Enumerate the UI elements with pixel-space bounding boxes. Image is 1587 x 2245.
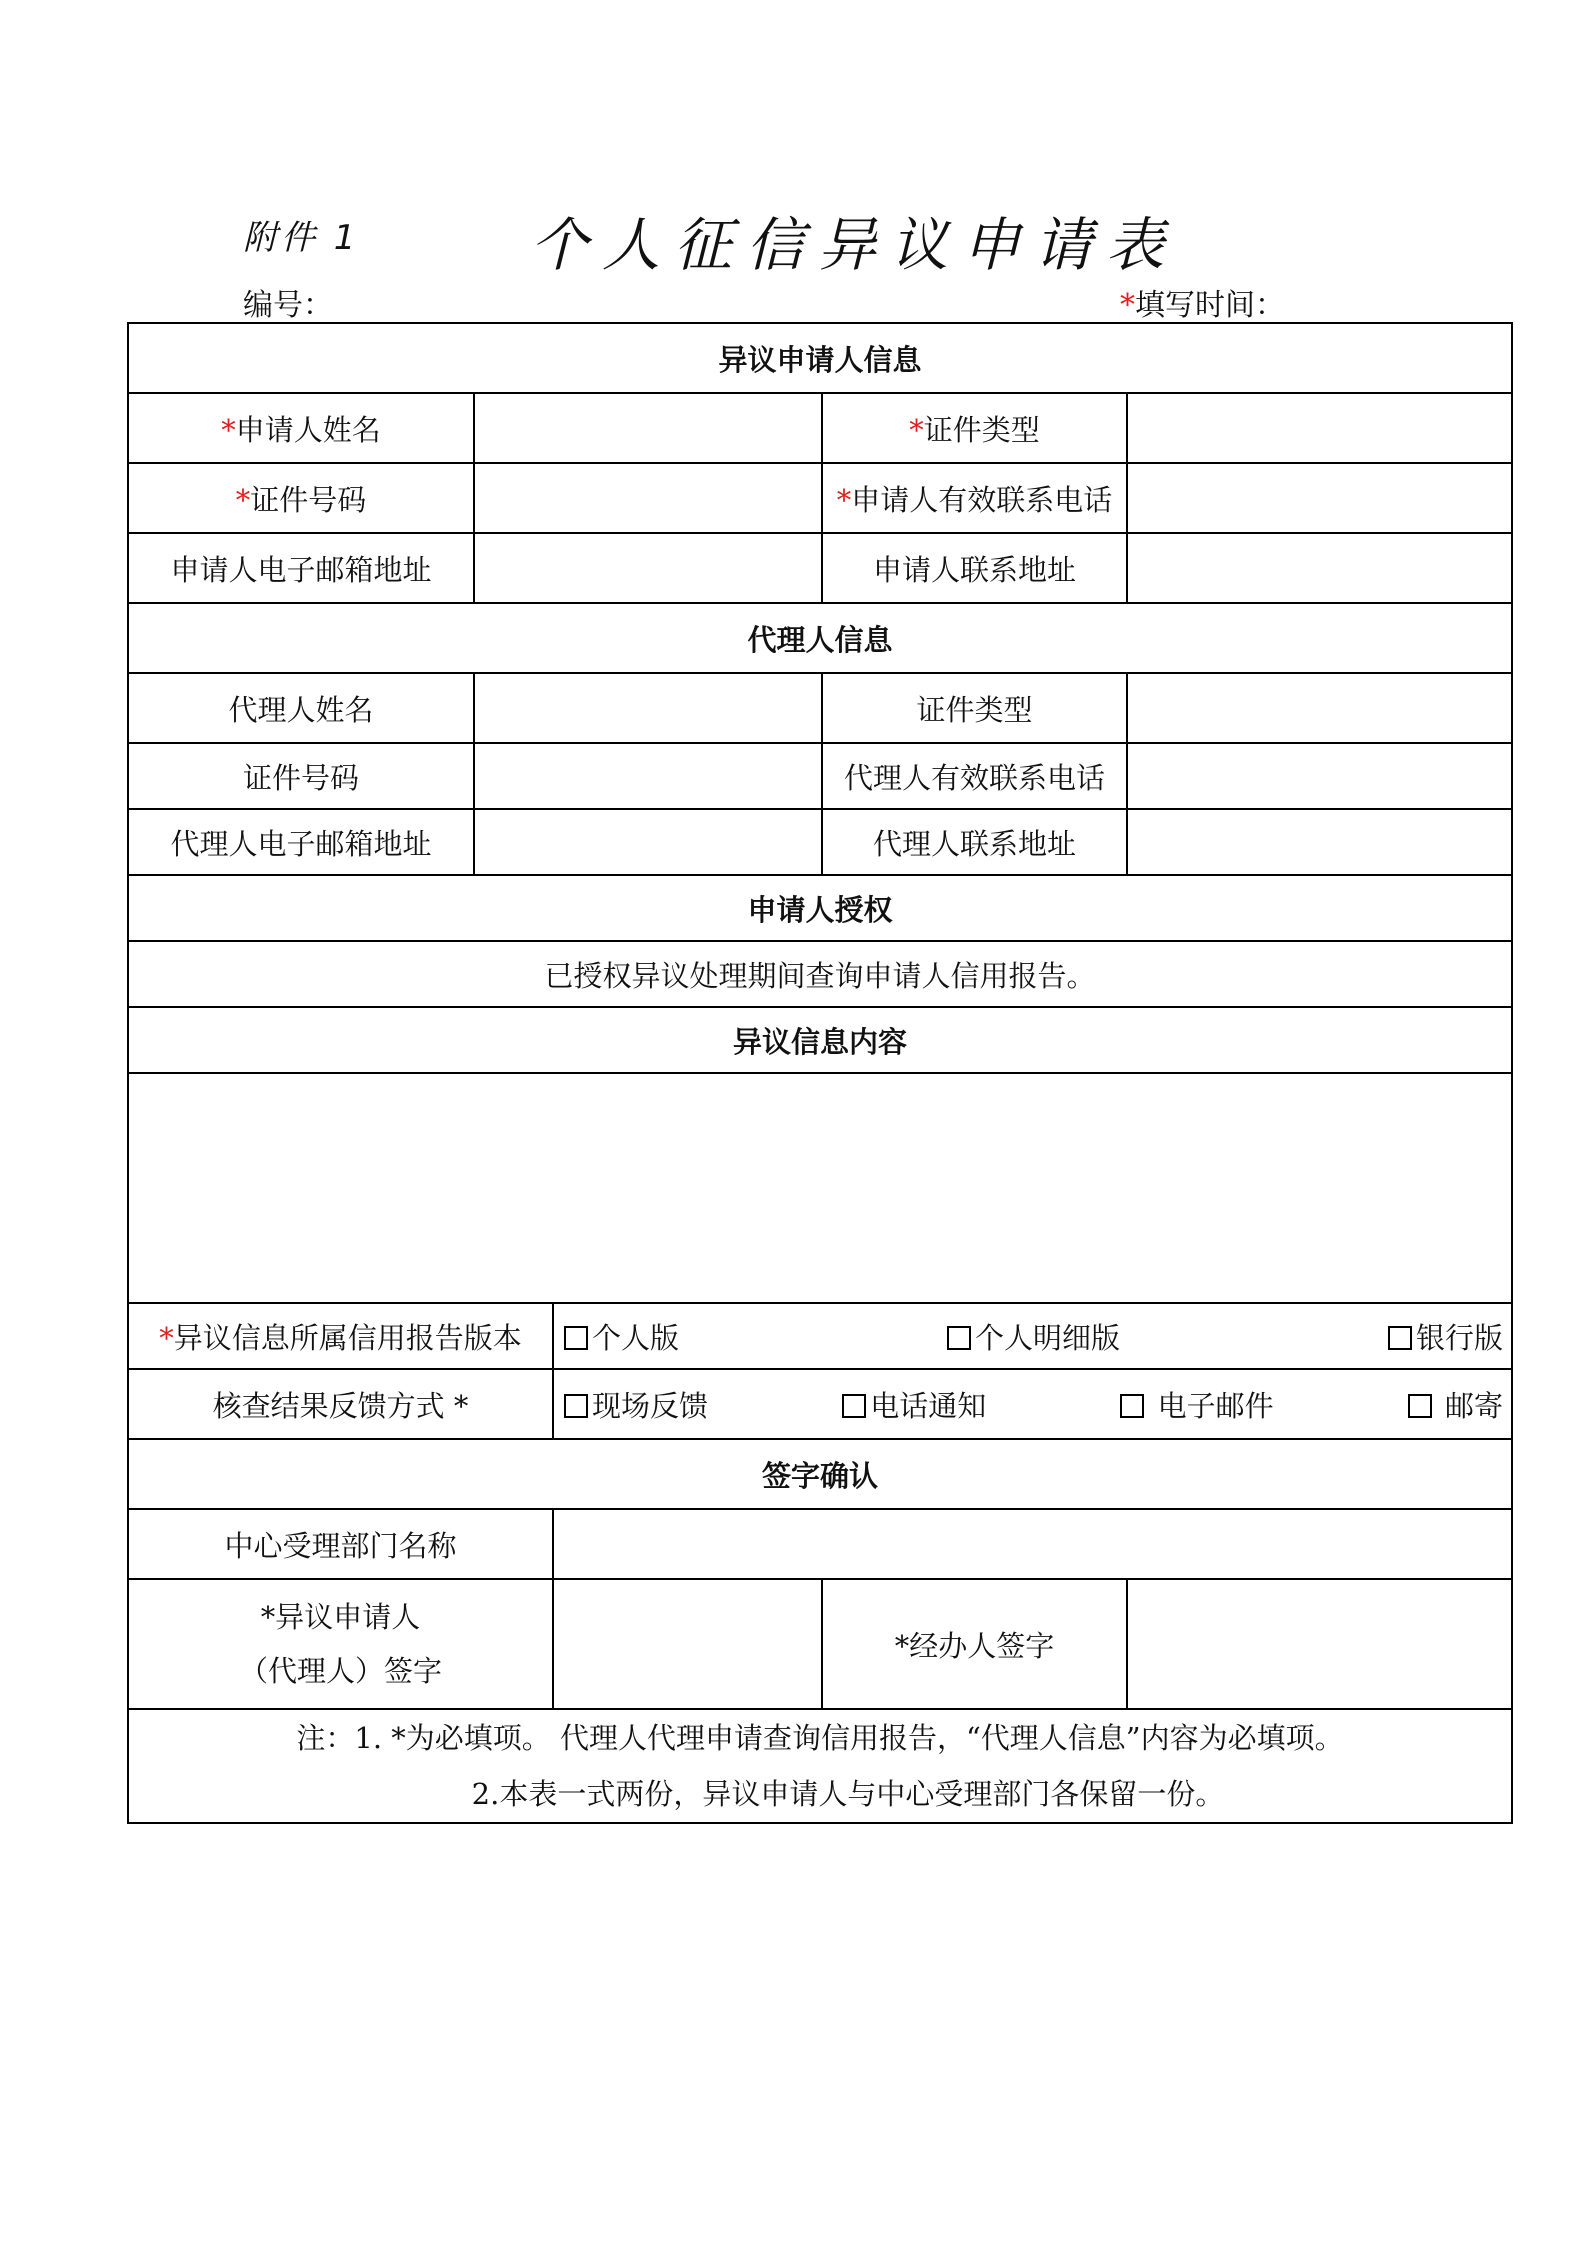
- applicant-signature-field[interactable]: [553, 1579, 822, 1709]
- handler-signature-field[interactable]: [1127, 1579, 1512, 1709]
- section-applicant-info: 异议申请人信息: [128, 323, 1512, 393]
- feedback-method-label: 核查结果反馈方式 *: [128, 1369, 553, 1439]
- option-bank[interactable]: 银行版: [1388, 1316, 1503, 1357]
- section-signature: 签字确认: [128, 1439, 1512, 1509]
- applicant-name-input[interactable]: [474, 393, 822, 463]
- applicant-email-label: 申请人电子邮箱地址: [128, 533, 474, 603]
- applicant-phone-label: *申请人有效联系电话: [822, 463, 1127, 533]
- handler-signature-label: *经办人签字: [822, 1579, 1127, 1709]
- checkbox-onsite[interactable]: [564, 1394, 588, 1418]
- report-version-options: [553, 1303, 1512, 1369]
- option-mail[interactable]: 邮寄: [1408, 1384, 1503, 1425]
- agent-address-label: 代理人联系地址: [822, 809, 1127, 875]
- checkbox-phone[interactable]: [842, 1394, 866, 1418]
- attachment-label: 附件 1: [243, 218, 360, 258]
- applicant-email-input[interactable]: [474, 533, 822, 603]
- dispute-application-form: [127, 322, 1513, 1824]
- applicant-phone-input[interactable]: [1127, 463, 1512, 533]
- fill-time-field[interactable]: [1120, 280, 1285, 324]
- dept-name-input[interactable]: [553, 1509, 1512, 1579]
- agent-name-label: 代理人姓名: [128, 673, 474, 743]
- note-line-2: 2.本表一式两份，异议申请人与中心受理部门各保留一份。: [471, 1777, 1225, 1811]
- applicant-address-input[interactable]: [1127, 533, 1512, 603]
- applicant-signature-label: *异议申请人 （代理人）签字: [128, 1579, 553, 1709]
- required-mark: *: [836, 482, 852, 517]
- checkbox-email[interactable]: [1120, 1394, 1144, 1418]
- form-notes: [128, 1709, 1512, 1823]
- agent-phone-label: 代理人有效联系电话: [822, 743, 1127, 809]
- report-version-label: *异议信息所属信用报告版本: [128, 1303, 553, 1369]
- agent-id-type-label: 证件类型: [822, 673, 1127, 743]
- section-agent-info: 代理人信息: [128, 603, 1512, 673]
- required-mark: *: [159, 1320, 174, 1355]
- agent-id-number-label: 证件号码: [128, 743, 474, 809]
- checkbox-mail[interactable]: [1408, 1394, 1432, 1418]
- agent-email-input[interactable]: [474, 809, 822, 875]
- form-number-label: 编号：: [243, 288, 333, 323]
- required-mark: *: [909, 412, 924, 447]
- agent-id-type-input[interactable]: [1127, 673, 1512, 743]
- authorization-text: 已授权异议处理期间查询申请人信用报告。: [128, 941, 1512, 1007]
- applicant-id-number-label: *证件号码: [128, 463, 474, 533]
- agent-phone-input[interactable]: [1127, 743, 1512, 809]
- form-title: 个人征信异议申请表: [530, 211, 1179, 279]
- checkbox-bank[interactable]: [1388, 1326, 1412, 1350]
- section-authorization: 申请人授权: [128, 875, 1512, 941]
- checkbox-personal[interactable]: [564, 1326, 588, 1350]
- checkbox-personal-detail[interactable]: [947, 1326, 971, 1350]
- agent-email-label: 代理人电子邮箱地址: [128, 809, 474, 875]
- applicant-id-type-label: *证件类型: [822, 393, 1127, 463]
- agent-name-input[interactable]: [474, 673, 822, 743]
- option-email[interactable]: 电子邮件: [1120, 1384, 1273, 1425]
- required-mark: *: [1120, 288, 1135, 323]
- option-personal-detail[interactable]: 个人明细版: [947, 1316, 1120, 1357]
- fill-time-label: 填写时间：: [1135, 288, 1285, 323]
- applicant-name-label: *申请人姓名: [128, 393, 474, 463]
- agent-address-input[interactable]: [1127, 809, 1512, 875]
- applicant-id-type-input[interactable]: [1127, 393, 1512, 463]
- agent-id-number-input[interactable]: [474, 743, 822, 809]
- required-mark: *: [221, 412, 236, 447]
- option-personal[interactable]: 个人版: [564, 1316, 679, 1357]
- dept-name-label: 中心受理部门名称: [128, 1509, 553, 1579]
- applicant-address-label: 申请人联系地址: [822, 533, 1127, 603]
- note-line-1: 注：1. *为必填项。 代理人代理申请查询信用报告，“代理人信息”内容为必填项。: [296, 1721, 1344, 1755]
- required-mark: *: [235, 482, 251, 517]
- option-onsite[interactable]: 现场反馈: [564, 1384, 708, 1425]
- dispute-content-textarea[interactable]: [128, 1073, 1512, 1303]
- option-phone[interactable]: 电话通知: [842, 1384, 986, 1425]
- feedback-method-options: [553, 1369, 1512, 1439]
- section-dispute-content: 异议信息内容: [128, 1007, 1512, 1073]
- applicant-id-number-input[interactable]: [474, 463, 822, 533]
